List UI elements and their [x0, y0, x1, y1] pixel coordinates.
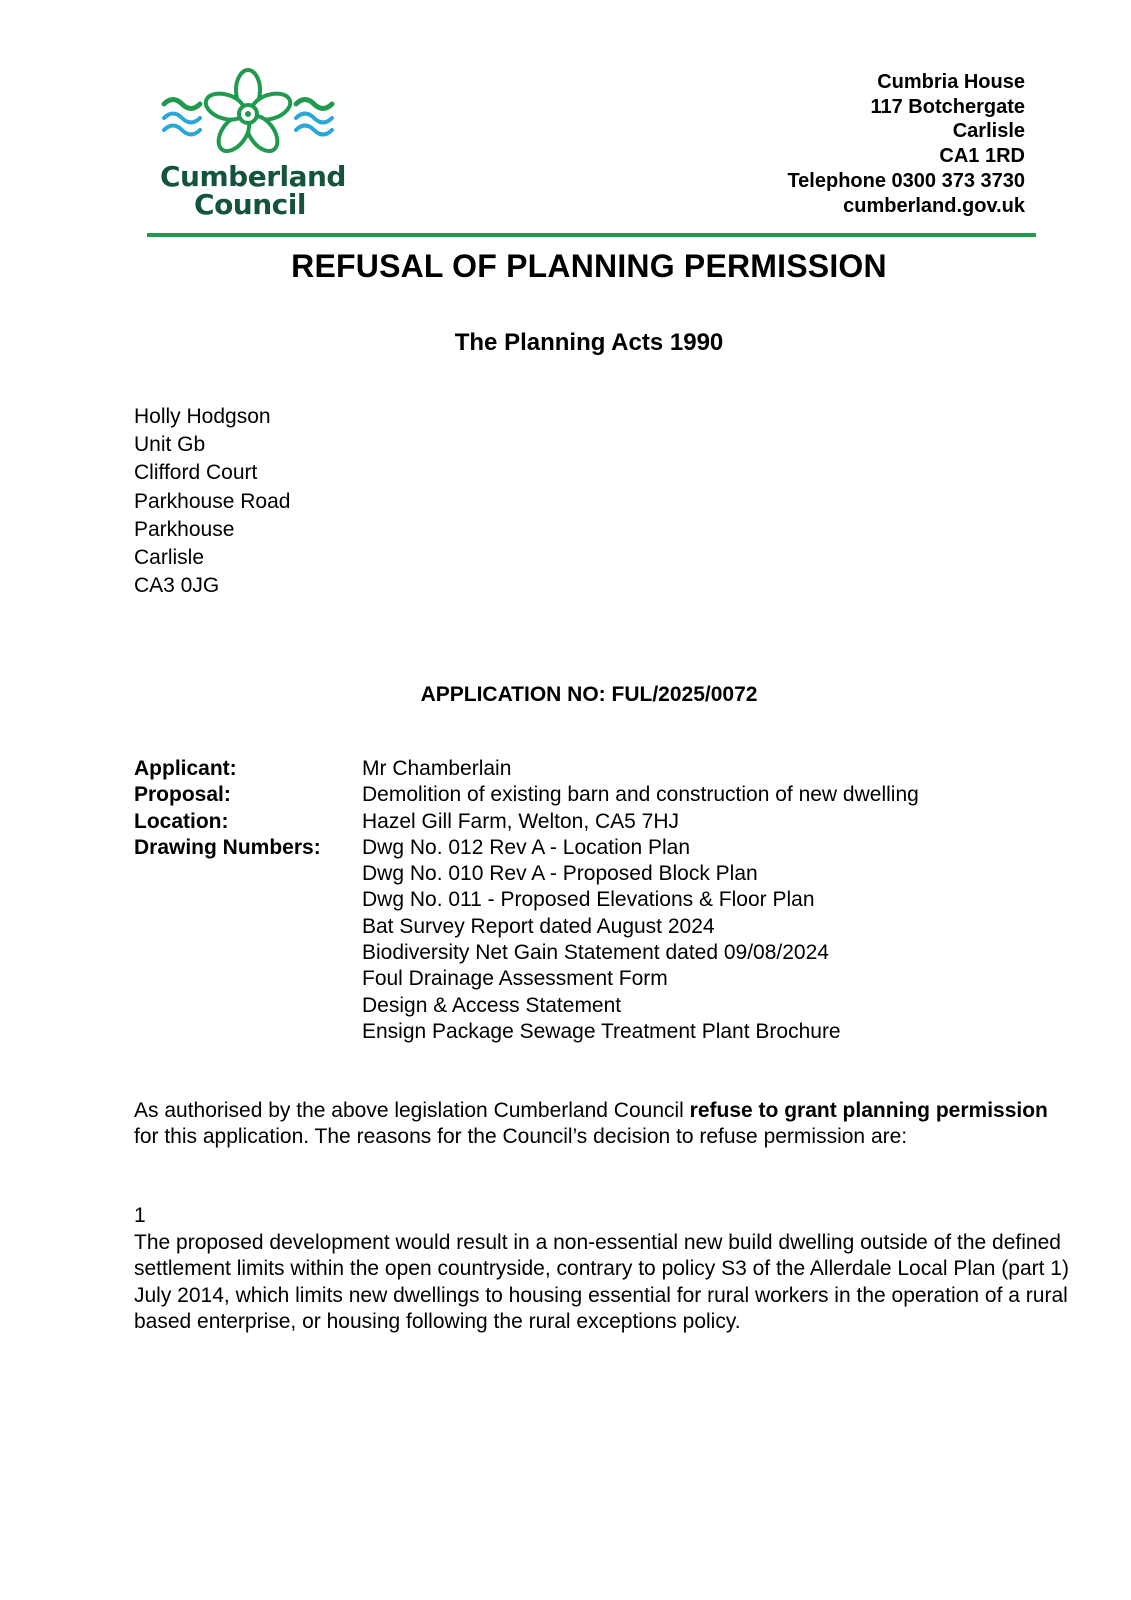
logo-name-line2: Council — [194, 188, 306, 221]
header-divider — [147, 233, 1036, 237]
application-number: APPLICATION NO: FUL/2025/0072 — [420, 683, 758, 706]
page-title: REFUSAL OF PLANNING PERMISSION — [291, 248, 887, 284]
detail-value: Mr Chamberlain — [362, 757, 512, 780]
reason-number: 1 — [134, 1204, 146, 1227]
drawing-item: Bat Survey Report dated August 2024 — [362, 914, 715, 938]
recipient-line: Clifford Court — [134, 461, 258, 485]
reason-text: The proposed development would result in a non-essential new build dwelling outside of the defined settlement limits within the open countryside, contrary to policy S3 of the Allerdale Local Plan (part 1) July 2014, which limits new dwellings to housing essential for rural workers in the operation of a rural based enterprise, or housing following the rural exceptions policy. — [134, 1231, 1069, 1333]
decision-rest: for this application. The reasons for the Council’s decision to refuse permission are: — [134, 1125, 908, 1149]
logo-name-line1: Cumberland — [160, 160, 346, 193]
drawing-item: Dwg No. 012 Rev A - Location Plan — [362, 835, 691, 859]
drawing-item: Dwg No. 010 Rev A - Proposed Block Plan — [362, 862, 758, 886]
drawing-item: Design & Access Statement — [362, 993, 622, 1017]
detail-label: Location: — [134, 809, 229, 833]
drawing-item: Dwg No. 011 - Proposed Elevations & Floor Plan — [362, 888, 815, 912]
recipient-line: Parkhouse — [134, 517, 235, 541]
address-website: cumberland.gov.uk — [843, 194, 1025, 217]
decision-emphasis: refuse to grant planning permission — [689, 1099, 1048, 1122]
detail-row-location — [134, 809, 919, 835]
recipient-line: Carlisle — [134, 546, 205, 570]
address-line: CA1 1RD — [939, 145, 1025, 168]
decision-paragraph — [134, 1098, 1054, 1151]
address-line: 117 Botchergate — [870, 95, 1025, 118]
recipient-line: Holly Hodgson — [134, 405, 271, 428]
address-line: Cumbria House — [877, 71, 1025, 93]
council-logo — [160, 68, 346, 221]
decision-intro: As authorised by the above legislation Cumberland Council — [134, 1099, 690, 1122]
page-subtitle: The Planning Acts 1990 — [454, 329, 724, 356]
address-line: Carlisle — [952, 120, 1025, 143]
detail-label: Proposal: — [134, 783, 231, 807]
recipient-line: Parkhouse Road — [134, 489, 291, 513]
address-telephone: Telephone 0300 373 3730 — [787, 169, 1025, 192]
council-address — [787, 70, 1025, 218]
recipient-line: CA3 0JG — [134, 574, 220, 598]
detail-value: Hazel Gill Farm, Welton, CA5 7HJ — [362, 809, 680, 833]
drawing-item: Biodiversity Net Gain Statement dated 09/08/2024 — [362, 941, 829, 965]
application-details — [134, 756, 919, 1045]
recipient-line: Unit Gb — [134, 433, 206, 457]
recipient-address — [134, 403, 290, 600]
flower-emblem-icon — [160, 68, 340, 163]
drawing-list — [362, 835, 841, 1045]
detail-row-proposal — [134, 782, 919, 808]
detail-row-drawings — [134, 835, 919, 1045]
detail-value: Demolition of existing barn and construction of new dwelling — [362, 783, 919, 807]
detail-label: Applicant: — [134, 757, 237, 780]
detail-label: Drawing Numbers: — [134, 835, 321, 859]
detail-row-applicant — [134, 756, 919, 782]
drawing-item: Foul Drainage Assessment Form — [362, 967, 668, 991]
drawing-item: Ensign Package Sewage Treatment Plant Brochure — [362, 1019, 841, 1043]
